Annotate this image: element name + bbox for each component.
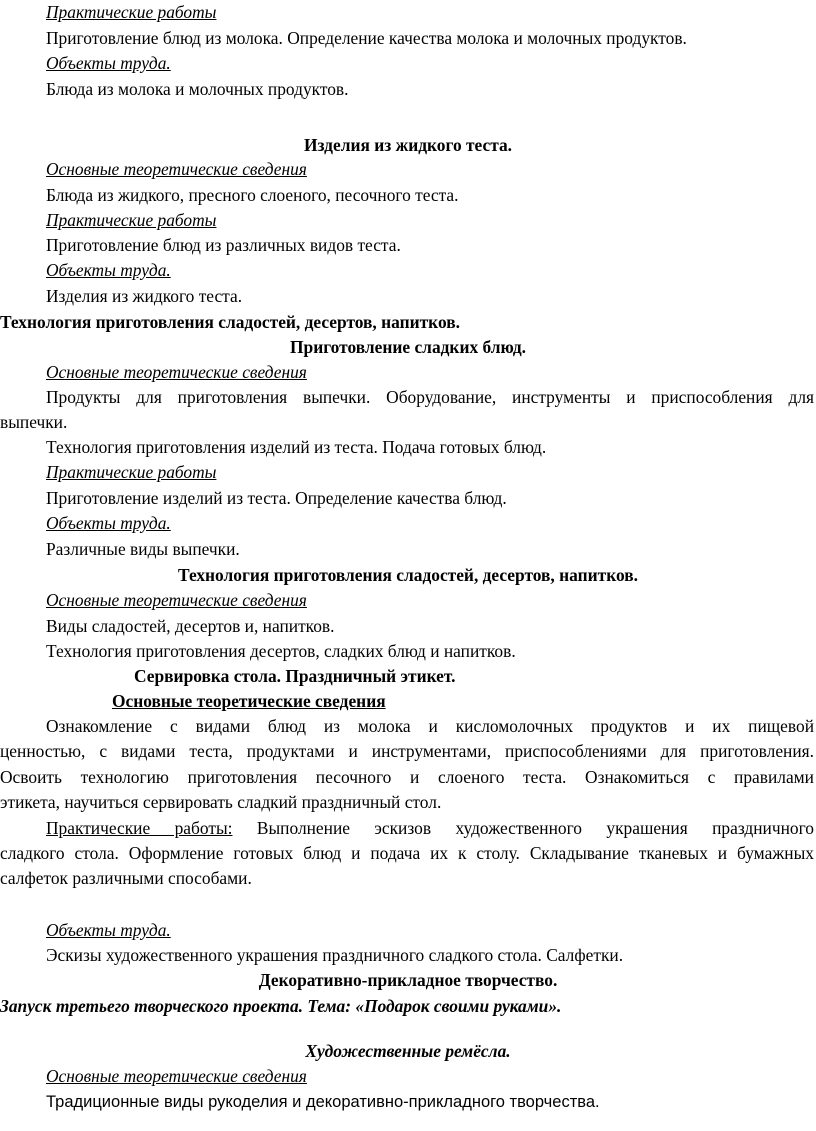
subheading-practical-works: Практические работы [46,2,217,22]
section-heading: Технология приготовления сладостей, десертов, напитков. [0,312,460,332]
subheading-practical-works: Практические работы [46,210,217,230]
paragraph: сладкого стола. Оформление готовых блюд и подача их к столу. Складывание тканевых и бумажных [0,843,814,863]
subheading-work-objects: Объекты труда. [46,260,171,280]
subheading-theory: Основные теоретические сведения [112,691,386,711]
subheading-theory: Основные теоретические сведения [46,362,307,382]
paragraph: Блюда из молока и молочных продуктов. [46,79,349,99]
practical-works-text: Выполнение эскизов художественного украшения праздничного [232,818,814,838]
subheading-work-objects: Объекты труда. [46,53,171,73]
section-heading: Технология приготовления сладостей, десертов, напитков. [178,565,638,585]
subheading-work-objects: Объекты труда. [46,513,171,533]
section-heading: Декоративно-прикладное творчество. [258,970,558,990]
subheading-theory: Основные теоретические сведения [46,590,307,610]
paragraph: Приготовление изделий из теста. Определение качества блюд. [46,488,507,508]
section-heading: Изделия из жидкого теста. [303,135,513,155]
paragraph: Продукты для приготовления выпечки. Оборудование, инструменты и приспособления для [46,387,814,407]
paragraph [0,816,816,840]
paragraph: этикета, научиться сервировать сладкий праздничный стол. [0,792,442,812]
paragraph: Ознакомление с видами блюд из молока и кисломолочных продуктов и их пищевой [46,716,814,736]
paragraph: Приготовление блюд из молока. Определение качества молока и молочных продуктов. [46,28,687,48]
project-heading: Запуск третьего творческого проекта. Тема: «Подарок своими руками». [0,996,562,1016]
paragraph: Изделия из жидкого теста. [46,286,243,306]
paragraph: Освоить технологию приготовления песочного и слоеного теста. Ознакомиться с правилами [0,767,814,787]
paragraph: Блюда из жидкого, пресного слоеного, песочного теста. [46,185,459,205]
paragraph: Традиционные виды рукоделия и декоративно-прикладного творчества. [46,1093,600,1111]
paragraph: Технология приготовления десертов, сладких блюд и напитков. [46,641,516,661]
practical-works-label: Практические работы: [46,818,233,838]
paragraph: салфеток различными способами. [0,868,252,888]
paragraph: Эскизы художественного украшения праздничного сладкого стола. Салфетки. [46,945,624,965]
subheading-theory: Основные теоретические сведения [46,1066,307,1086]
paragraph: Различные виды выпечки. [46,539,240,559]
subheading-work-objects: Объекты труда. [46,920,171,940]
section-heading: Приготовление сладких блюд. [290,337,526,357]
paragraph: ценностью, с видами теста, продуктами и инструментами, приспособлениями для приготовления. [0,741,814,761]
section-heading: Художественные ремёсла. [305,1041,511,1061]
subheading-theory: Основные теоретические сведения [46,159,307,179]
paragraph: Приготовление блюд из различных видов теста. [46,235,401,255]
paragraph: Виды сладостей, десертов и, напитков. [46,616,335,636]
paragraph: выпечки. [0,412,68,432]
paragraph: Технология приготовления изделий из теста. Подача готовых блюд. [46,437,547,457]
section-heading: Сервировка стола. Праздничный этикет. [134,666,456,686]
subheading-practical-works: Практические работы [46,462,217,482]
